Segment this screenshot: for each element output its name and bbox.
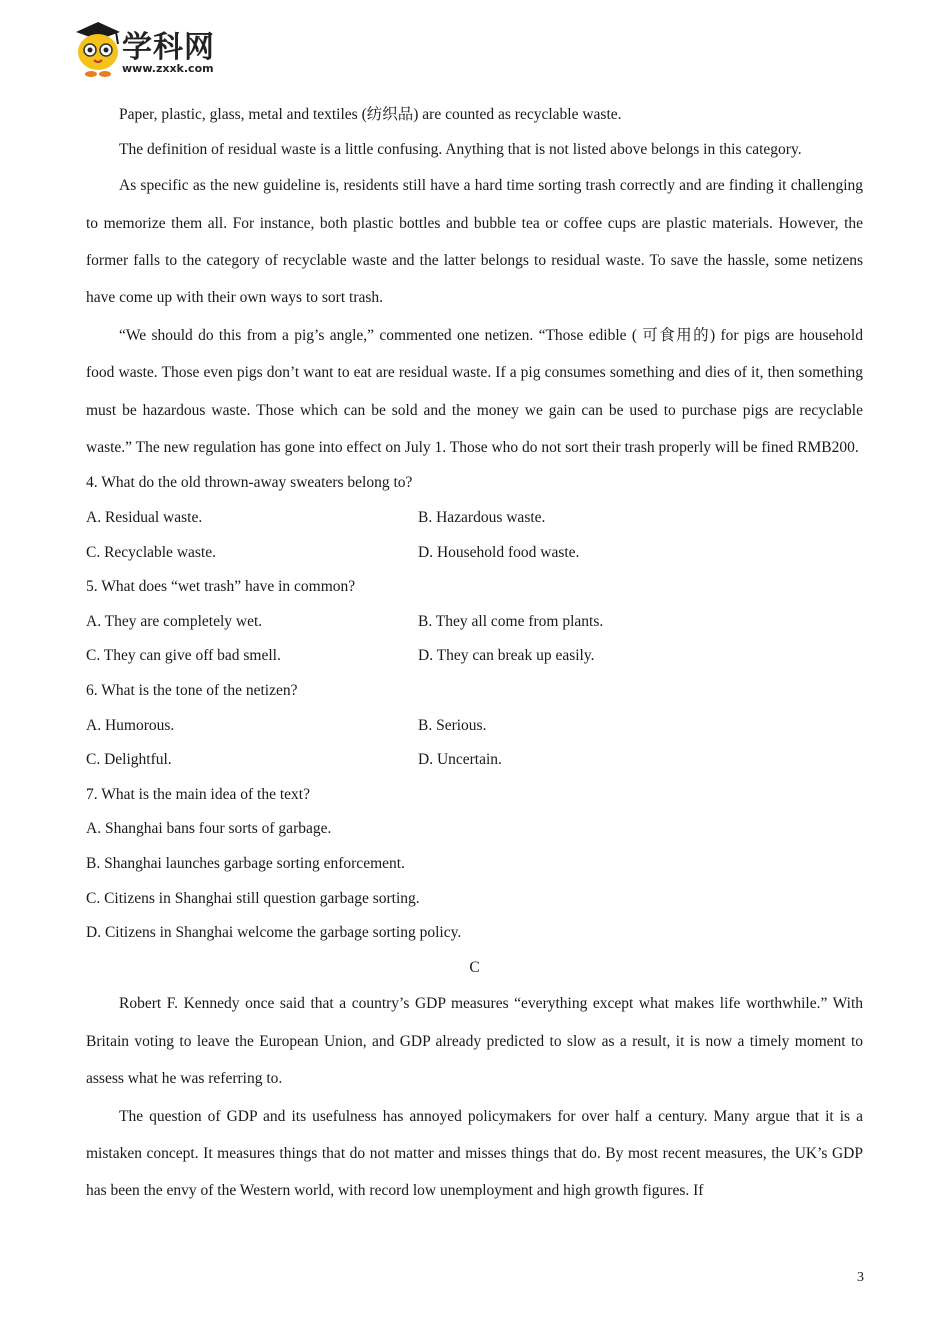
question-5 [86, 570, 863, 674]
passage-b-paragraph: The definition of residual waste is a little confusing. Anything that is not listed above belongs in this category. [119, 140, 802, 158]
document-body [86, 98, 863, 1210]
logo-name: 学科网 [122, 30, 215, 65]
option-b: B. Shanghai launches garbage sorting enforcement. [86, 854, 405, 872]
question-stem: 6. What is the tone of the netizen? [86, 682, 298, 699]
option-grid [86, 709, 863, 778]
site-logo [72, 18, 232, 80]
passage-c-paragraph: Robert F. Kennedy once said that a country’s GDP measures “everything except what makes life worthwhile.” With Britain voting to leave the European Union, and GDP already predicted to slow as a result, it is now a timely moment to assess what he was referring to. [86, 995, 863, 1088]
option-b: B. Hazardous waste. [418, 509, 546, 527]
option-d: D. Uncertain. [418, 751, 502, 769]
question-4 [86, 466, 863, 570]
option-grid [86, 501, 863, 570]
option-a: A. Residual waste. [86, 509, 203, 527]
option-c: C. Delightful. [86, 751, 172, 769]
question-stem: 5. What does “wet trash” have in common? [86, 578, 356, 596]
option-a: A. Humorous. [86, 716, 175, 734]
option-c: C. Citizens in Shanghai still question garbage sorting. [86, 889, 420, 907]
logo-url: www.zxxk.com [122, 62, 214, 75]
option-b: B. They all come from plants. [418, 612, 604, 630]
question-6 [86, 674, 863, 778]
page-number: 3 [857, 1270, 864, 1285]
option-grid [86, 605, 863, 674]
passage-b-paragraph: As specific as the new guideline is, residents still have a hard time sorting trash correctly and are finding it challenging to memorize them all. For instance, both plastic bottles and bubble tea or coffee cups are plastic materials. However, the former falls to the category of recyclable waste and the latter belongs to residual waste. To save the hassle, some netizens have come up with their own ways to sort trash. [86, 177, 863, 307]
question-7 [86, 778, 863, 951]
question-stem: 7. What is the main idea of the text? [86, 785, 310, 803]
option-d: D. They can break up easily. [418, 647, 595, 665]
owl-mascot-icon [72, 18, 124, 80]
question-stem: 4. What do the old thrown-away sweaters belong to? [86, 474, 413, 492]
option-c: C. Recyclable waste. [86, 543, 216, 561]
passage-b-paragraph: “We should do this from a pig’s angle,” commented one netizen. “Those edible ( 可食用的) for pigs are household food waste. Those even pigs don’t want to eat are residual waste. If a pig consumes something and dies of it, then something must be hazardous waste. Those which can be sold and the money we gain can be used to purchase pigs are recyclable waste.” The new regulation has gone into effect on July 1. Those who do not sort their trash properly will be fined RMB200. [86, 326, 863, 457]
option-d: D. Citizens in Shanghai welcome the garbage sorting policy. [86, 924, 462, 942]
passage-b-paragraph: Paper, plastic, glass, metal and textiles (纺织品) are counted as recyclable waste. [119, 106, 622, 123]
section-heading: C [469, 958, 480, 976]
option-c: C. They can give off bad smell. [86, 647, 281, 665]
passage-c-paragraph: The question of GDP and its usefulness has annoyed policymakers for over half a century. Many argue that it is a mistaken concept. It measures things that do not matter and misses things that do. By most recent measures, the UK’s GDP has been the envy of the Western world, with record low unemployment and high growth figures. If [86, 1107, 863, 1200]
option-a: A. They are completely wet. [86, 612, 263, 630]
option-a: A. Shanghai bans four sorts of garbage. [86, 820, 332, 838]
option-b: B. Serious. [418, 716, 487, 734]
option-d: D. Household food waste. [418, 543, 580, 561]
